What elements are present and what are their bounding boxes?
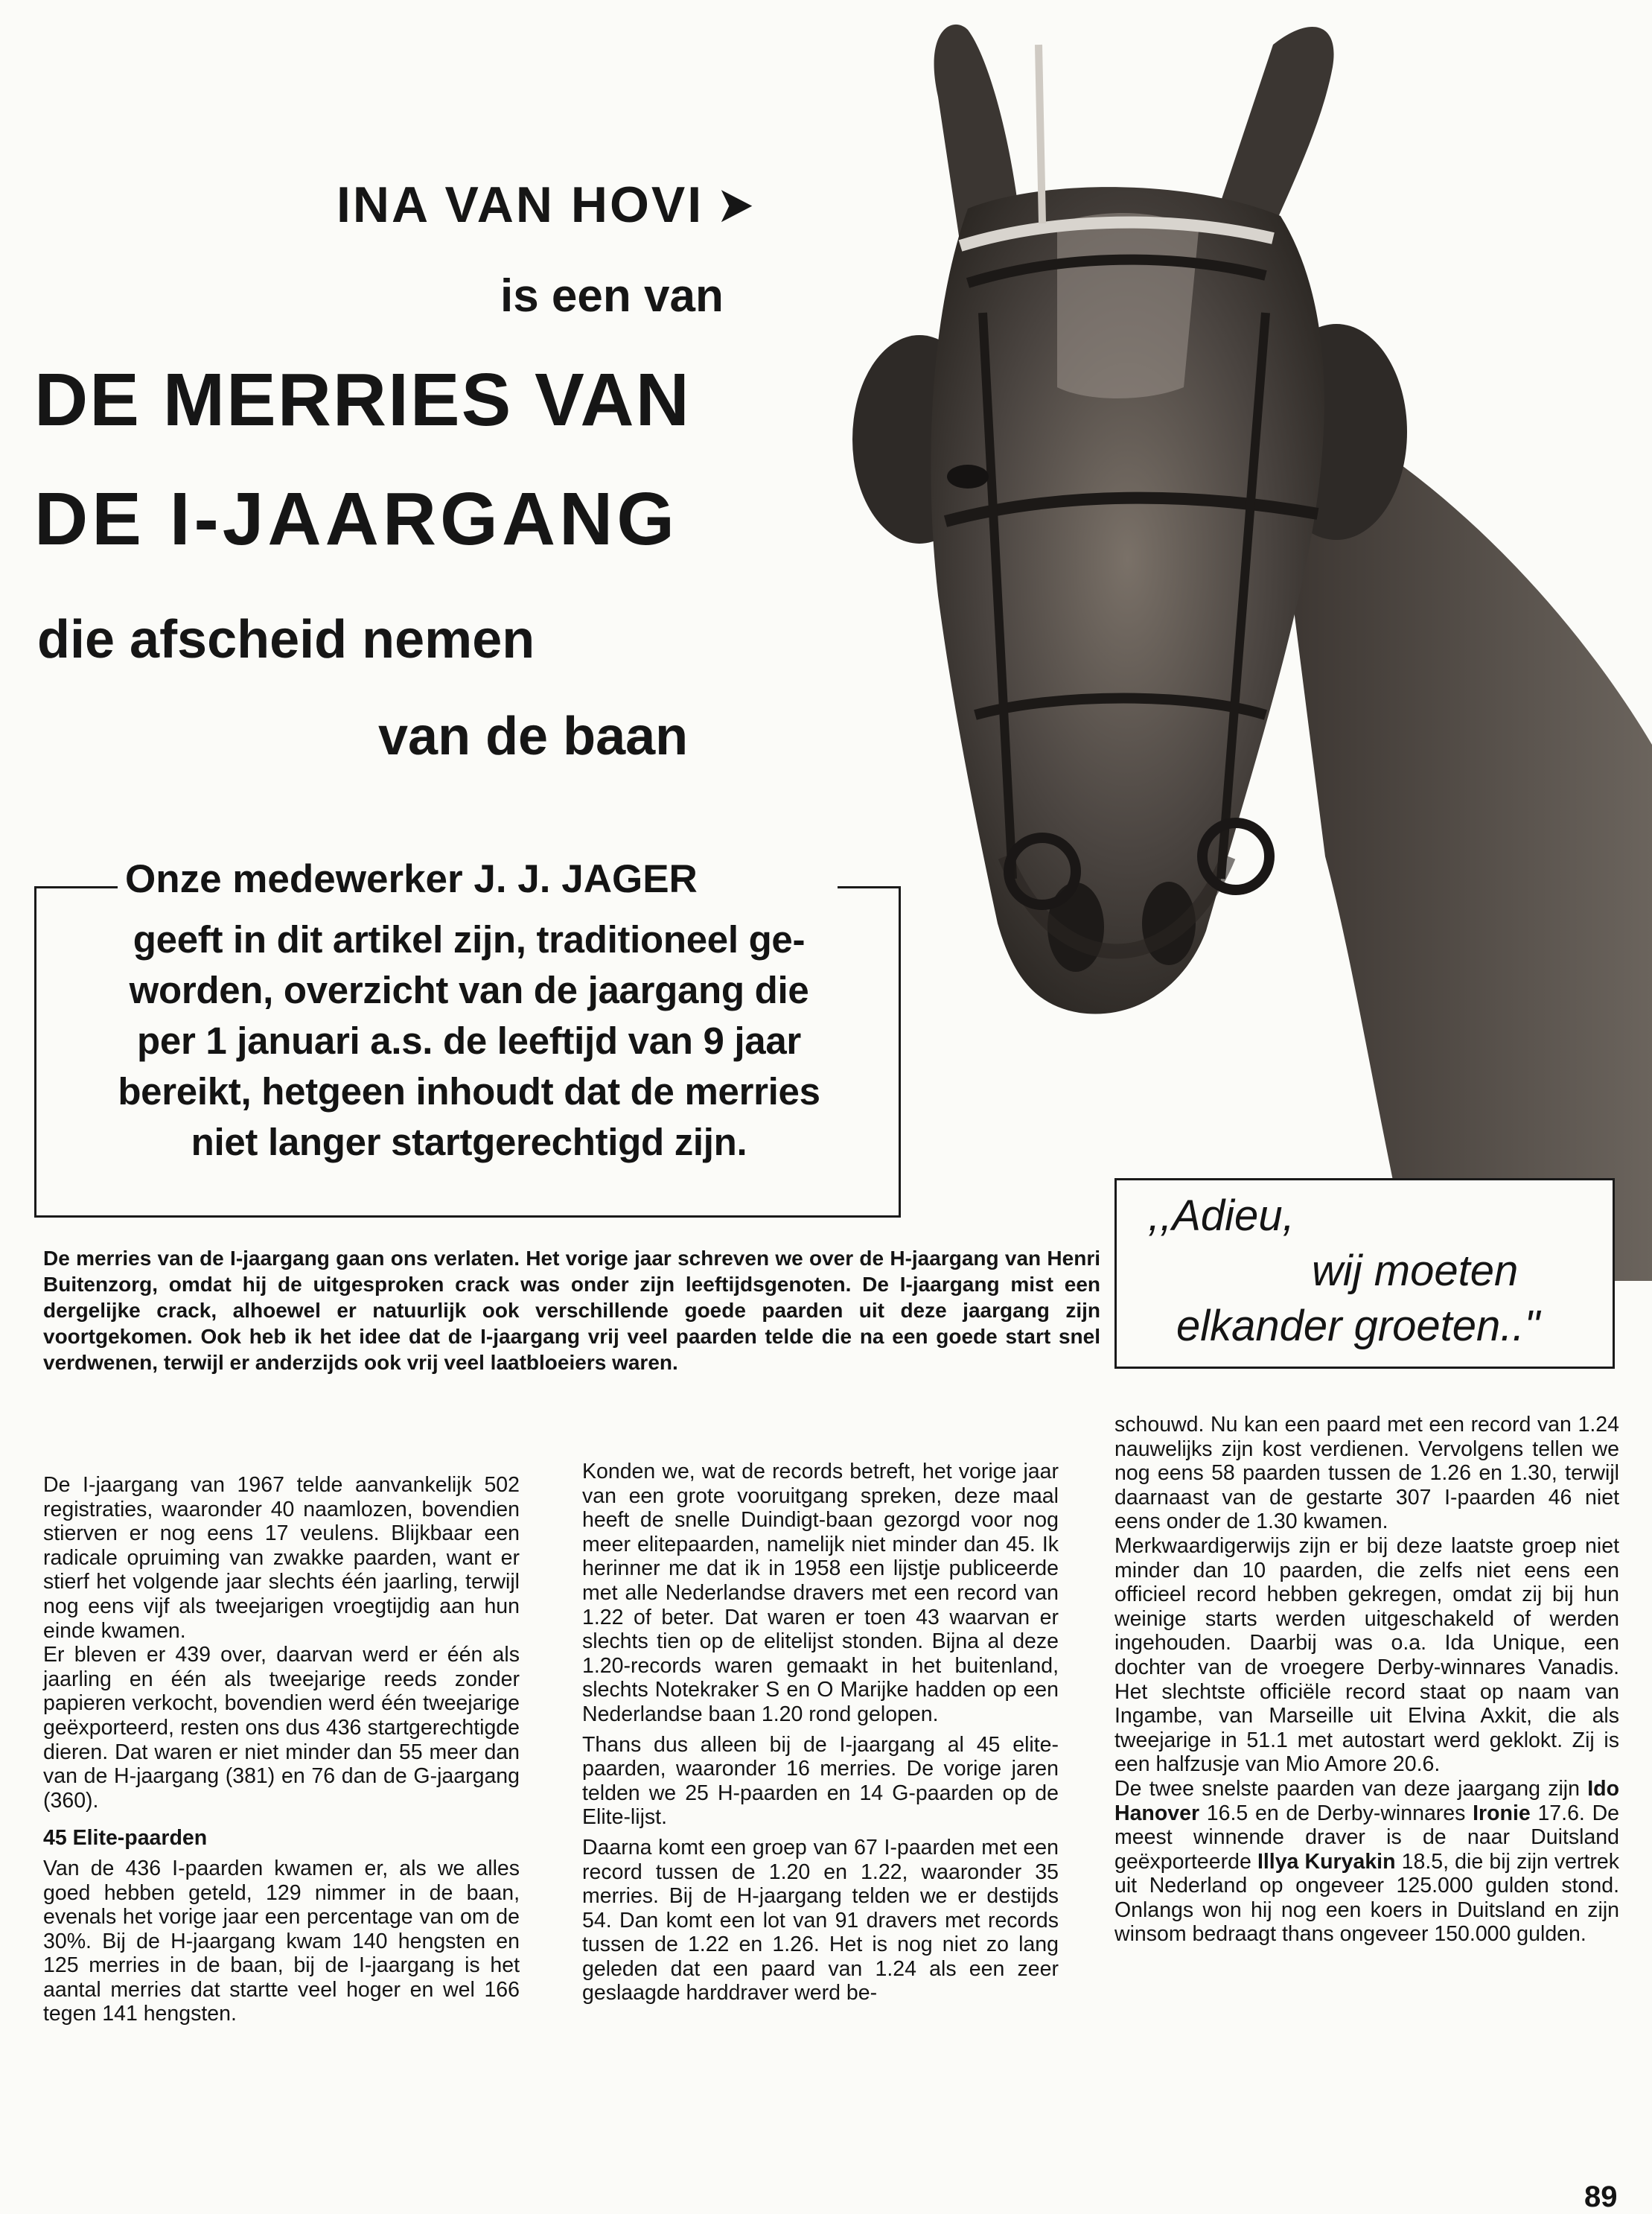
subheading: 45 Elite-paarden [43,1826,208,1851]
paragraph: Konden we, wat de records betreft, het vorige jaar van een grote vooruitgang spreken, deze maal heeft de snelle Duindigt-baan gezorgd voor nog meer elitepaarden, namelijk niet minder dan 45. Ik herinner me dat ik in 1958 een lijstje publiceerde met alle Nederlandse dravers met een record van 1.22 of beter. Dat waren er toen 43 waarvan er slechts tien op de elitelijst stonden. Bijna al deze 1.20-records waren gemaakt in het buitenland, slechts Notekraker S en O Marijke hadden op een Nederlandse baan 1.20 rond gelopen. [582,1460,1059,1726]
paragraph: Van de 436 I-paarden kwamen er, als we alles goed hebben geteld, 129 nimmer in de baan, evenals het vorige jaar een percentage van om de 30%. Bij de H-jaargang kwam 140 hengsten en 125 merries in de baan, bij de I-jaargang is het aantal merries dat startte veel hoger en wel 166 tegen 141 hengsten. [43,1856,520,2026]
page-title-line-2: DE I-JAARGANG [34,477,679,561]
quote-line-3: elkander groeten.." [1176,1302,1540,1350]
column-3 [1114,1413,1619,1947]
horse-photo [819,0,1652,1281]
paragraph: Merkwaardigerwijs zijn er bij deze laatste groep niet minder dan 10 paarden, die zelfs niet eens een officieel record hebben gekregen, omdat zij bij hun weinige starts werden uitgeschakeld of werden ingehouden. Daarbij was o.a. Ida Unique, een dochter van de vroegere Derby-winnares Vanadis. Het slechtste officiële record staat op naam van Ingambe, van Marseille uit Elvina Axkit, die als tweejarige in 51.1 met autostart werd geklokt. Zij is een halfzusje van Mio Amore 20.6. [1114,1533,1619,1777]
intro-line: worden, overzicht van de jaargang die [129,969,809,1011]
quote-line-2: wij moeten [1312,1247,1519,1295]
kicker: INA VAN HOVI ➤ [337,176,757,233]
header-line-5: die afscheid nemen [37,610,535,669]
column-2 [582,1460,1059,2005]
page-title-line-1: DE MERRIES VAN [34,358,691,442]
paragraph: Daarna komt een groep van 67 I-paarden met een record tussen de 1.20 en 1.22, waaronder 35 merries. Bij de H-jaargang telden we er destijds 54. Dan komt een lot van 91 dravers met records tussen de 1.22 en 1.26. Het is nog niet zo lang geleden dat een paard van 1.24 als een zeer geslaagde harddraver werd be- [582,1835,1059,2005]
horse-name: Ironie [1473,1801,1531,1825]
page-number: 89 [1584,2180,1618,2213]
intro-line: per 1 januari a.s. de leeftijd van 9 jaar [137,1019,801,1062]
quote-line-1: ,,Adieu, [1148,1192,1295,1240]
intro-heading: Onze medewerker J. J. JAGER [125,857,698,901]
paragraph: De twee snelste paarden van deze jaargang zijn Ido Hanover 16.5 en de Derby-winnares Ironie 17.6. De meest winnende draver is de naar Duitsland geëxporteerde Illya Kuryakin 18.5, die bij zijn vertrek uit Nederland op ongeveer 125.000 gulden stond. Onlangs won hij nog een koers in Duitsland en zijn winsom bedraagt thans ongeveer 150.000 gulden. [1114,1776,1620,1947]
header-line-6: van de baan [378,707,689,766]
intro-line: geeft in dit artikel zijn, traditioneel ge- [133,918,806,961]
horse-name: Ido Hanover [1114,1776,1619,1825]
intro-text [60,914,878,1168]
column-1 [43,1473,520,2026]
intro-rule-left [34,886,118,888]
intro-line: bereikt, hetgeen inhoudt dat de merries [118,1070,820,1113]
horse-name: Illya Kuryakin [1257,1849,1396,1874]
header-line-2: is een van [500,270,724,322]
paragraph: schouwd. Nu kan een paard met een record van 1.24 nauwelijks zijn kost verdienen. Vervolgens tellen we nog eens 58 paarden tussen de 1.26 en 1.30, terwijl daarnaast van de gestarte 307 I-paarden 46 niet eens onder de 1.30 kwamen. [1114,1413,1619,1534]
paragraph: Er bleven er 439 over, daarvan werd er één als jaarling en één als tweejarige reeds zonder papieren verkocht, bovendien werd één tweejarige geëxporteerd, resten ons dus 436 startgerechtigde dieren. Dat waren er niet minder dan 55 meer dan van de H-jaargang (381) en 76 dan de G-jaargang (360). [43,1643,520,1813]
paragraph: De I-jaargang van 1967 telde aanvankelijk 502 registraties, waaronder 40 naamlozen, bovendien stierven er nog eens 17 veulens. Blijkbaar een radicale opruiming van zwakke paarden, want er stierf het volgende jaar slechts één jaarling, terwijl nog eens vijf als tweejarigen vroegtijdig aan hun einde kwamen. [43,1473,520,1643]
intro-rule-right [838,886,901,888]
arrow-right-icon: ➤ [716,176,757,233]
paragraph: Thans dus alleen bij de I-jaargang al 45 elite-paarden, waaronder 16 merries. De vorige jaren telden we 25 H-paarden en 14 G-paarden op de Elite-lijst. [582,1732,1059,1830]
lead-paragraph: De merries van de I-jaargang gaan ons verlaten. Het vorige jaar schreven we over de H-jaargang van Henri Buitenzorg, omdat hij de uitgesproken crack was onder zijn leeftijdsgenoten. De I-jaargang mist een dergelijke crack, alhoewel er natuurlijk ook verschillende goede paarden uit deze jaargang zijn voortgekomen. Ook heb ik het idee dat de I-jaargang vrij veel paarden telde die na een goede start snel verdwenen, terwijl er anderzijds ook vrij veel laatbloeiers waren. [43,1247,1100,1374]
intro-line: niet langer startgerechtigd zijn. [191,1121,747,1163]
quote-box [1114,1178,1615,1369]
